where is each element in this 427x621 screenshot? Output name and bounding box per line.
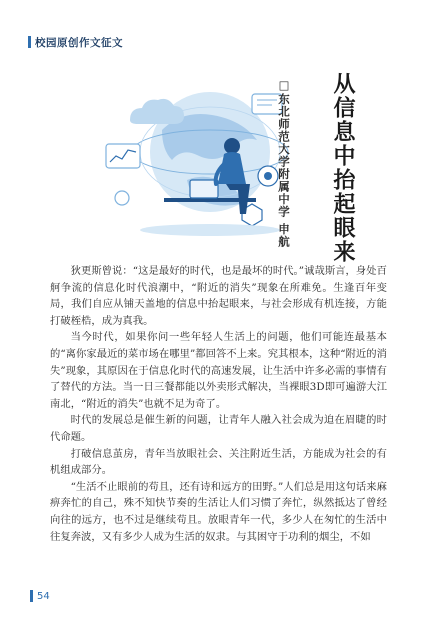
body-paragraph: “生活不止眼前的苟且，还有诗和远方的田野。”人们总是用这句话来麻痹奔忙的自己，殊不知快节奏的生活让人们习惯了奔忙，纵然抵达了曾经向往的远方，也不过是继续苟且。放眼青年一代，多少人在匆忙的生活中往复奔波，又有多少人成为生活的奴隶。与其困守于功利的烟尘，不如 (50, 480, 387, 543)
page-footer (30, 590, 50, 602)
chart-card-icon (106, 144, 140, 168)
footer-accent-bar (30, 590, 33, 602)
article-illustration (92, 80, 292, 240)
article-body (50, 263, 387, 545)
ground-shadow (140, 224, 280, 236)
body-paragraph: 打破信息茧房，青年当放眼社会、关注附近生活，方能成为社会的有机组成部分。 (50, 447, 387, 477)
body-paragraph: 当今时代，如果你问一些年轻人生活上的问题，他们可能连最基本的“离你家最近的菜市场在哪里”都回答不上来。究其根本，这种“附近的消失”现象，其原因在于信息化时代的高速发展，让生活中许多必需的事情有了替代的方法。当一日三餐都能以外卖形式解决，当裸眼3D即可遍游大江南北，“附近的消失”也就不足为奇了。 (50, 331, 387, 410)
user-icon (115, 191, 129, 205)
body-paragraph: 时代的发展总是催生新的问题，让青年人融入社会成为迫在眉睫的时代命题。 (50, 414, 387, 443)
page-number: 54 (37, 590, 50, 602)
article-author: □东北师范大学附属中学 申航 (277, 78, 291, 249)
body-paragraph: 狄更斯曾说：“这是最好的时代，也是最坏的时代。”诚哉斯言，身处百舸争流的信息化时代浪潮中，“附近的消失”现象在所难免。生逢百年变局，我们自应从铺天盖地的信息中抬起眼来，与社会形成有机连接，方能打破桎梏，成为真我。 (50, 265, 387, 327)
person-head (224, 138, 240, 154)
cloud-icon (130, 99, 184, 124)
article-title: 从信息中抬起眼来 (330, 72, 355, 264)
section-header (28, 35, 123, 49)
section-title: 校园原创作文征文 (35, 36, 123, 49)
header-accent-bar (28, 36, 31, 48)
